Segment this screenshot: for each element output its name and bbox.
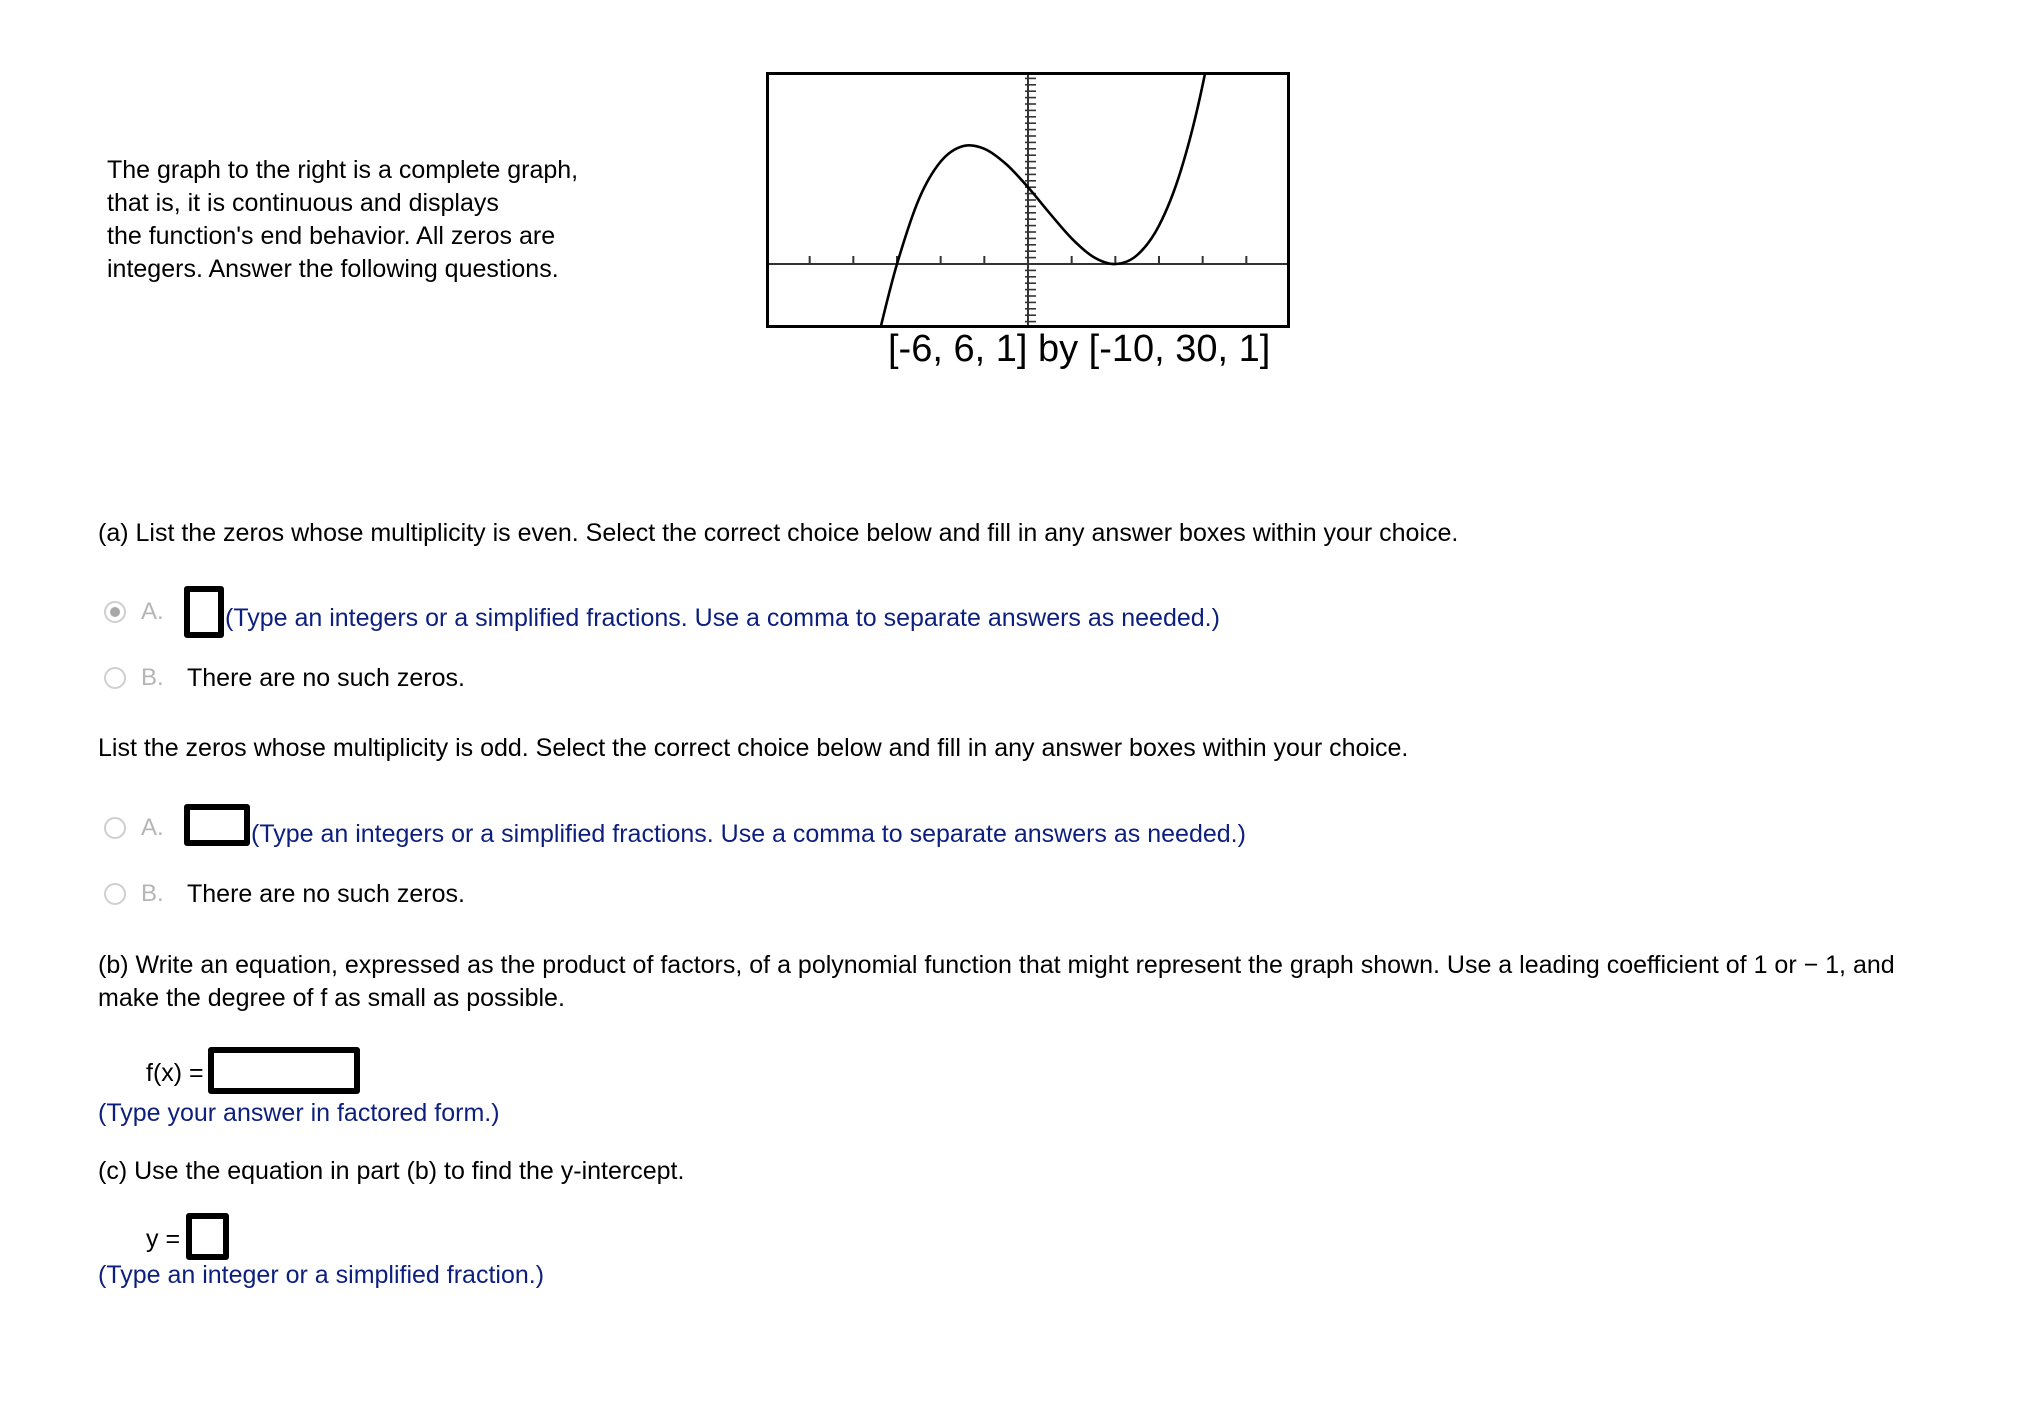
intro-text <box>107 154 667 286</box>
choice-letter: A. <box>141 598 164 625</box>
y-label: y = <box>146 1225 181 1253</box>
choice-letter: A. <box>141 814 164 841</box>
part-a-odd-answer-box[interactable] <box>184 804 250 846</box>
intro-line: The graph to the right is a complete graph, <box>107 156 579 184</box>
graph-plot <box>766 72 1290 328</box>
part-c-prompt: (c) Use the equation in part (b) to find the y-intercept. <box>98 1157 685 1185</box>
intro-line: the function's end behavior. All zeros are <box>107 222 556 250</box>
part-a-even-choice-a-radio[interactable] <box>104 601 126 623</box>
intro-line: that is, it is continuous and displays <box>107 189 499 217</box>
part-a-even-answer-box[interactable] <box>184 586 224 638</box>
part-a-even-hint: (Type an integers or a simplified fractions. Use a comma to separate answers as needed.) <box>225 604 1220 632</box>
graph-window-caption: [-6, 6, 1] by [-10, 30, 1] <box>888 328 1271 370</box>
part-b-prompt-line1: (b) Write an equation, expressed as the product of factors, of a polynomial function that might represent the graph shown. Use a leading coefficient of 1 or − 1, and <box>98 951 1895 979</box>
part-a-odd-choice-b-radio[interactable] <box>104 883 126 905</box>
part-a-odd-prompt: List the zeros whose multiplicity is odd. Select the correct choice below and fill in any answer boxes within your choice. <box>98 734 1409 762</box>
graph-figure <box>766 72 1290 328</box>
part-c-answer-box[interactable] <box>186 1213 229 1260</box>
part-a-odd-hint: (Type an integers or a simplified fractions. Use a comma to separate answers as needed.) <box>251 820 1246 848</box>
part-a-odd-choice-b-text: There are no such zeros. <box>187 880 465 908</box>
intro-line: integers. Answer the following questions. <box>107 255 559 283</box>
part-a-even-choice-b-radio[interactable] <box>104 667 126 689</box>
part-c-hint: (Type an integer or a simplified fraction.) <box>98 1261 545 1289</box>
part-b-answer-box[interactable] <box>208 1047 360 1094</box>
choice-letter: B. <box>141 880 164 907</box>
part-a-odd-choice-a-radio[interactable] <box>104 817 126 839</box>
part-a-prompt: (a) List the zeros whose multiplicity is even. Select the correct choice below and fill in any answer boxes within your choice. <box>98 519 1459 547</box>
choice-letter: B. <box>141 664 164 691</box>
function-curve <box>880 72 1240 328</box>
part-b-hint: (Type your answer in factored form.) <box>98 1099 500 1127</box>
part-b-prompt-line2: make the degree of f as small as possible. <box>98 984 565 1012</box>
part-a-even-choice-b-text: There are no such zeros. <box>187 664 465 692</box>
f-of-x-label: f(x) = <box>146 1059 204 1087</box>
